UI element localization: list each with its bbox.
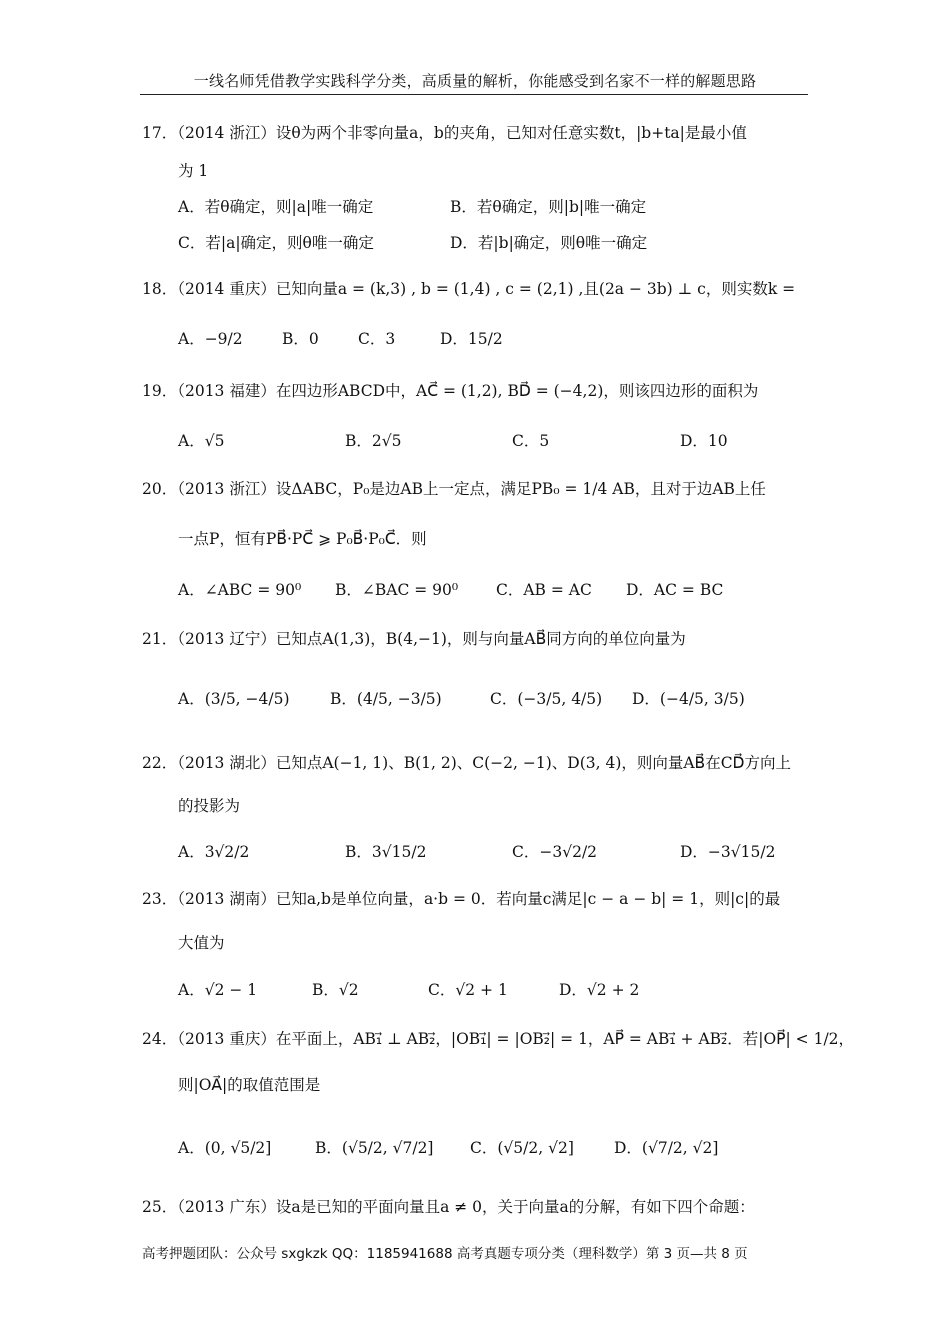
question-20-option-c: C．AB = AC (496, 581, 592, 599)
question-19-line1: 19．（2013 福建）在四边形ABCD中，AC⃗ = (1,2), BD⃗ = (−4,2)，则该四边形的面积为 (142, 382, 759, 400)
question-18-option-c: C．3 (358, 330, 396, 348)
question-22-line2: 的投影为 (178, 797, 241, 815)
question-20-option-a: A．∠ABC = 90⁰ (178, 581, 302, 599)
question-20-line2: 一点P，恒有PB⃗·PC⃗ ⩾ P₀B⃗·P₀C⃗．则 (178, 530, 427, 548)
question-20-line1: 20．（2013 浙江）设ΔABC，P₀是边AB上一定点，满足PB₀ = 1/4 AB，且对于边AB上任 (142, 480, 766, 498)
question-22-option-b: B．3√15/2 (345, 843, 427, 861)
question-24-option-d: D．(√7/2, √2] (614, 1139, 719, 1157)
question-17-option-a: A．若θ确定，则|a|唯一确定 (178, 198, 374, 216)
question-18-option-b: B．0 (282, 330, 319, 348)
question-20-option-d: D．AC = BC (626, 581, 724, 599)
question-17-option-b: B．若θ确定，则|b|唯一确定 (450, 198, 647, 216)
question-23-option-b: B．√2 (312, 981, 359, 999)
question-18-option-a: A．−9/2 (178, 330, 243, 348)
page-footer: 高考押题团队：公众号 sxgkzk QQ：1185941688 高考真题专项分类（理科数学）第 3 页—共 8 页 (142, 1246, 748, 1262)
question-17-option-c: C．若|a|确定，则θ唯一确定 (178, 234, 374, 252)
question-25-line1: 25．（2013 广东）设a是已知的平面向量且a ≠ 0，关于向量a的分解，有如下四个命题： (142, 1198, 755, 1216)
question-24-line2: 则|OA⃗|的取值范围是 (178, 1076, 321, 1094)
question-23-option-d: D．√2 + 2 (559, 981, 640, 999)
question-21-option-d: D．(−4/5, 3/5) (632, 690, 745, 708)
question-24-option-b: B．(√5/2, √7/2] (315, 1139, 434, 1157)
question-20-option-b: B．∠BAC = 90⁰ (335, 581, 459, 599)
question-24-option-c: C．(√5/2, √2] (470, 1139, 574, 1157)
question-19-option-b: B．2√5 (345, 432, 402, 450)
question-19-option-d: D．10 (680, 432, 728, 450)
question-21-option-b: B．(4/5, −3/5) (330, 690, 442, 708)
question-22-option-a: A．3√2/2 (178, 843, 250, 861)
question-21-option-a: A．(3/5, −4/5) (178, 690, 290, 708)
question-24-option-a: A．(0, √5/2] (178, 1139, 272, 1157)
question-19-option-c: C．5 (512, 432, 550, 450)
question-21-line1: 21．（2013 辽宁）已知点A(1,3)，B(4,−1)，则与向量AB⃗同方向的单位向量为 (142, 630, 686, 648)
question-17-option-d: D．若|b|确定，则θ唯一确定 (450, 234, 648, 252)
question-18-option-d: D．15/2 (440, 330, 503, 348)
question-23-line1: 23．（2013 湖南）已知a,b是单位向量，a·b = 0．若向量c满足|c − a − b| = 1，则|c|的最 (142, 890, 781, 908)
question-17-line2: 为 1 (178, 162, 209, 180)
question-24-line1: 24．（2013 重庆）在平面上，AB₁⃗ ⊥ AB₂⃗，|OB₁⃗| = |OB₂⃗| = 1，AP⃗ = AB₁⃗ + AB₂⃗．若|OP⃗| < 1/2， (142, 1030, 855, 1048)
question-18-line1: 18．（2014 重庆）已知向量a = (k,3) , b = (1,4) , c = (2,1) ,且(2a − 3b) ⊥ c，则实数k = (142, 280, 796, 298)
header-divider (140, 94, 808, 95)
page-header: 一线名师凭借教学实践科学分类，高质量的解析，你能感受到名家不一样的解题思路 (193, 72, 757, 90)
question-22-option-c: C．−3√2/2 (512, 843, 598, 861)
question-21-option-c: C．(−3/5, 4/5) (490, 690, 603, 708)
question-22-line1: 22．（2013 湖北）已知点A(−1, 1)、B(1, 2)、C(−2, −1)、D(3, 4)，则向量AB⃗在CD⃗方向上 (142, 754, 791, 772)
question-22-option-d: D．−3√15/2 (680, 843, 776, 861)
question-23-option-a: A．√2 − 1 (178, 981, 258, 999)
question-23-line2: 大值为 (178, 934, 225, 952)
question-17-line1: 17．（2014 浙江）设θ为两个非零向量a，b的夹角，已知对任意实数t，|b+ta|是最小值 (142, 124, 747, 142)
question-23-option-c: C．√2 + 1 (428, 981, 508, 999)
question-19-option-a: A．√5 (178, 432, 225, 450)
